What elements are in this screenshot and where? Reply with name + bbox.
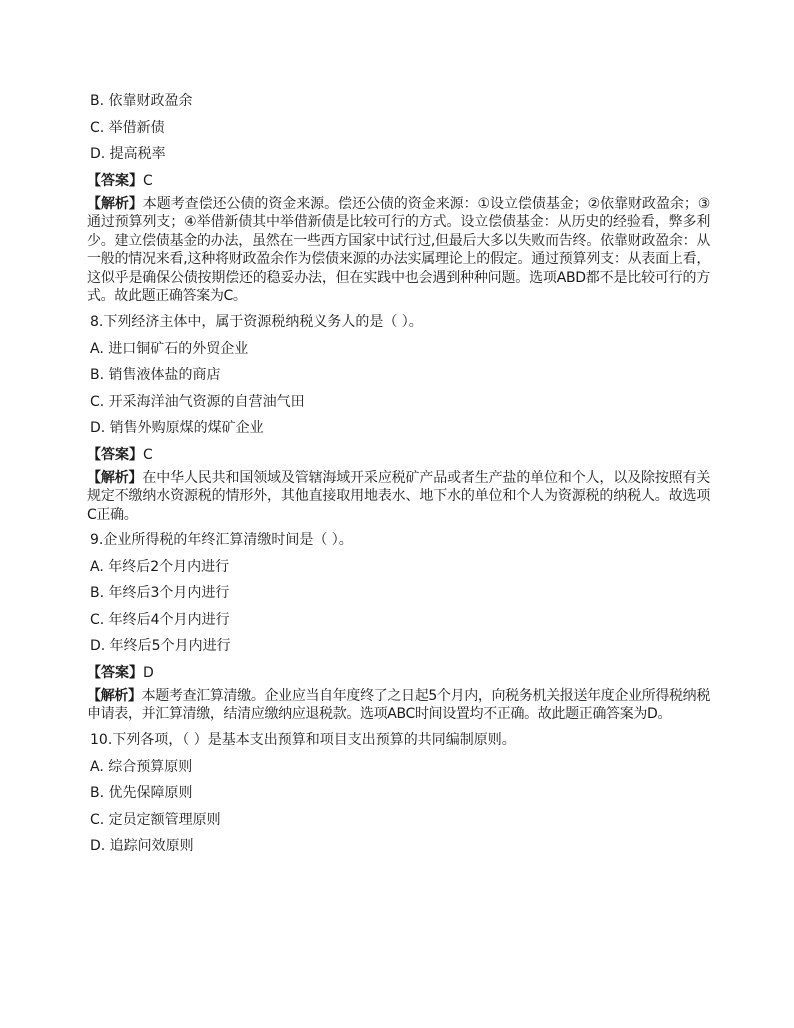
option-line: B. 依靠财政盈余: [90, 93, 193, 109]
option-line: B. 年终后3个月内进行: [90, 585, 230, 602]
answer-value: D: [143, 664, 154, 681]
option-line: D. 提高税率: [90, 146, 166, 162]
option-line: A. 综合预算原则: [90, 758, 193, 775]
question-8: 8.下列经济主体中，属于资源税纳税义务人的是（ ）。: [90, 314, 423, 331]
answer-tag: 【答案】: [87, 664, 143, 681]
answer-value: C: [143, 172, 153, 189]
analysis-text: 本题考查偿还公债的资金来源。偿还公债的资金来源：①设立偿债基金；②依靠财政盈余；③通过预算列支；④举借新债其中举借新债是比较可行的方式。设立偿债基金：从历史的经验看，弊多利少。建立偿债基金的办法，虽然在一些西方国家中试行过,但最后大多以失败而告终。依靠财政盈余：从一般的情况来看,这种将财政盈余作为偿债来源的办法实属理论上的假定。通过预算列支：从表面上看，这似乎是确保公债按期偿还的稳妥办法，但在实践中也会遇到种种问题。选项ABD都不是比较可行的方式。故此题正确答案为C。: [87, 195, 710, 305]
analysis-paragraph: [87, 469, 710, 525]
question-9: 9.企业所得税的年终汇算清缴时间是（ ）。: [90, 532, 353, 549]
option-line: D. 追踪问效原则: [90, 838, 194, 855]
option-line: A. 进口铜矿石的外贸企业: [90, 340, 249, 357]
question-10: 10.下列各项，（ ）是基本支出预算和项目支出预算的共同编制原则。: [90, 732, 516, 749]
option-line: C. 开采海洋油气资源的自营油气田: [90, 393, 305, 410]
analysis-paragraph: [87, 195, 710, 307]
answer-tag: 【答案】: [87, 172, 143, 189]
analysis-tag: 【解析】: [87, 469, 143, 486]
analysis-tag: 【解析】: [87, 195, 143, 212]
option-line: D. 销售外购原煤的煤矿企业: [90, 420, 264, 437]
analysis-tag: 【解析】: [87, 687, 142, 704]
answer-line: [87, 663, 710, 687]
option-line: A. 年终后2个月内进行: [90, 558, 230, 575]
option-line: B. 优先保障原则: [90, 785, 193, 802]
answer-line: [87, 445, 710, 469]
answer-value: C: [143, 446, 153, 463]
option-line: C. 定员定额管理原则: [90, 811, 221, 828]
option-line: C. 举借新债: [90, 119, 165, 136]
option-line: D. 年终后5个月内进行: [90, 638, 231, 655]
answer-line: [87, 171, 710, 195]
analysis-paragraph: [87, 687, 710, 724]
option-line: B. 销售液体盐的商店: [90, 367, 221, 384]
analysis-text: 在中华人民共和国领域及管辖海域开采应税矿产品或者生产盐的单位和个人，以及除按照有关规定不缴纳水资源税的情形外，其他直接取用地表水、地下水的单位和个人为资源税的纳税人。故选项C正确。: [87, 469, 710, 523]
analysis-text: 本题考查汇算清缴。企业应当自年度终了之日起5个月内，向税务机关报送年度企业所得税纳税申请表，并汇算清缴，结清应缴纳应退税款。选项ABC时间设置均不正确。故此题正确答案为D。: [87, 687, 710, 723]
document-page: [87, 91, 710, 863]
option-line: C. 年终后4个月内进行: [90, 611, 230, 628]
answer-tag: 【答案】: [87, 446, 143, 463]
